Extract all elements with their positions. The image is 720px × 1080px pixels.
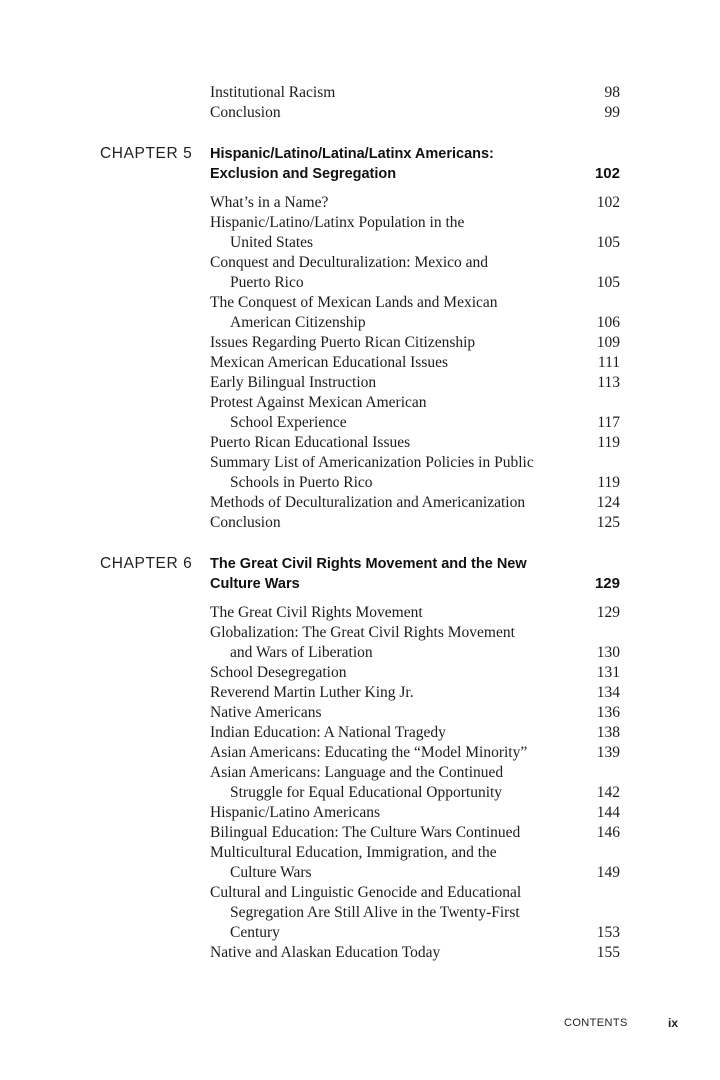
entry-title-line: and Wars of Liberation — [230, 644, 373, 661]
toc-entry — [210, 433, 620, 453]
toc-entry — [210, 353, 620, 373]
toc-entry — [210, 493, 620, 513]
entry-title-line: Asian Americans: Language and the Continued — [210, 764, 504, 781]
toc-entry — [210, 883, 620, 943]
toc-entry — [210, 393, 620, 433]
entry-title-line: Cultural and Linguistic Genocide and Educational — [210, 884, 522, 901]
toc-entry — [210, 623, 620, 663]
entry-title-line: Indian Education: A National Tragedy — [210, 724, 446, 741]
entry-title-line: Bilingual Education: The Culture Wars Continued — [210, 824, 521, 841]
toc-entry — [210, 83, 620, 103]
entry-title-line: Hispanic/Latino/Latinx Population in the — [210, 214, 465, 231]
chapter-title-line: Hispanic/Latino/Latina/Latinx Americans: — [210, 146, 494, 162]
chapter-title-line: The Great Civil Rights Movement and the New — [210, 556, 527, 572]
entry-page-number: 130 — [596, 644, 620, 661]
entry-title-line: Conclusion — [210, 514, 281, 531]
entry-page-number: 105 — [596, 274, 620, 291]
entry-title-line: Methods of Deculturalization and Americanization — [210, 494, 526, 511]
entry-title-line: Native and Alaskan Education Today — [210, 944, 441, 961]
entry-page-number: 146 — [596, 824, 620, 841]
entry-page-number: 119 — [597, 474, 620, 491]
entry-page-number: 111 — [597, 354, 620, 371]
entry-title-line: United States — [230, 234, 314, 251]
entry-title-line: Hispanic/Latino Americans — [210, 804, 381, 821]
entry-title-line: Institutional Racism — [210, 84, 336, 101]
entry-page-number: 136 — [596, 704, 620, 721]
toc-entry — [210, 723, 620, 743]
entry-page-number: 142 — [596, 784, 620, 801]
entry-page-number: 99 — [604, 104, 620, 121]
toc-entry — [210, 943, 620, 963]
toc-entry — [210, 103, 620, 123]
entry-title-line: School Desegregation — [210, 664, 347, 681]
entry-title-line: Conquest and Deculturalization: Mexico and — [210, 254, 489, 271]
page-folio: ix — [668, 1016, 679, 1030]
toc-entry — [210, 803, 620, 823]
toc-entry — [210, 743, 620, 763]
chapter-page-number: 102 — [594, 165, 620, 182]
entry-page-number: 144 — [596, 804, 620, 821]
entry-page-number: 139 — [596, 744, 620, 761]
toc-entry — [210, 193, 620, 213]
entry-title-line: Struggle for Equal Educational Opportunity — [230, 784, 503, 801]
entry-page-number: 117 — [597, 414, 620, 431]
chapter-title-line: Culture Wars — [210, 576, 300, 592]
entry-page-number: 149 — [596, 864, 620, 881]
entry-title-line: The Great Civil Rights Movement — [210, 604, 423, 621]
toc-entry — [210, 823, 620, 843]
toc-entry — [210, 663, 620, 683]
toc-entry — [210, 513, 620, 533]
entry-page-number: 124 — [596, 494, 620, 511]
chapter-5-title — [210, 144, 620, 184]
entry-title-line: Mexican American Educational Issues — [210, 354, 449, 371]
entry-page-number: 105 — [596, 234, 620, 251]
toc-entry — [210, 333, 620, 353]
entry-title-line: Globalization: The Great Civil Rights Movement — [210, 624, 515, 641]
entry-title-line: Protest Against Mexican American — [210, 394, 427, 411]
toc-entry — [210, 373, 620, 393]
entry-page-number: 134 — [596, 684, 620, 701]
entry-page-number: 131 — [596, 664, 620, 681]
toc-entry — [210, 213, 620, 253]
entry-page-number: 106 — [596, 314, 620, 331]
entry-page-number: 98 — [604, 84, 620, 101]
entry-title-line: Reverend Martin Luther King Jr. — [210, 684, 414, 701]
entry-title-line: Summary List of Americanization Policies in Public — [210, 454, 534, 471]
entry-title-line: Asian Americans: Educating the “Model Minority” — [210, 744, 528, 761]
entry-title-line: Puerto Rican Educational Issues — [210, 434, 411, 451]
entry-title-line: Schools in Puerto Rico — [230, 474, 373, 491]
entry-title-line: Native Americans — [210, 704, 322, 721]
entry-page-number: 153 — [596, 924, 620, 941]
continued-entry-list — [210, 83, 620, 123]
entry-page-number: 109 — [596, 334, 620, 351]
entry-title-line: The Conquest of Mexican Lands and Mexican — [210, 294, 498, 311]
entry-title-line: School Experience — [230, 414, 347, 431]
toc-entry — [210, 603, 620, 623]
chapter-page-number: 129 — [594, 575, 620, 592]
toc-entry — [210, 843, 620, 883]
chapter-6-label: CHAPTER 6 — [100, 555, 193, 572]
chapter-6-entry-list — [210, 603, 620, 963]
toc-entry — [210, 703, 620, 723]
entry-title-line: American Citizenship — [230, 314, 366, 331]
entry-page-number: 102 — [596, 194, 620, 211]
entry-page-number: 129 — [596, 604, 620, 621]
entry-title-line: Culture Wars — [230, 864, 312, 881]
toc-entry — [210, 763, 620, 803]
toc-entry — [210, 253, 620, 293]
entry-page-number: 138 — [596, 724, 620, 741]
entry-page-number: 113 — [597, 374, 620, 391]
chapter-5-entry-list — [210, 193, 620, 533]
entry-title-line: Century — [230, 924, 280, 941]
running-head: CONTENTS — [564, 1017, 628, 1029]
toc-entry — [210, 683, 620, 703]
toc-entry — [210, 293, 620, 333]
entry-page-number: 125 — [596, 514, 620, 531]
entry-page-number: 119 — [597, 434, 620, 451]
entry-title-line: Early Bilingual Instruction — [210, 374, 377, 391]
entry-title-line: Segregation Are Still Alive in the Twenty-First — [230, 904, 520, 921]
entry-title-line: Conclusion — [210, 104, 281, 121]
entry-title-line: Multicultural Education, Immigration, and the — [210, 844, 497, 861]
entry-title-line: Issues Regarding Puerto Rican Citizenship — [210, 334, 476, 351]
chapter-6-title — [210, 554, 620, 594]
chapter-5-label: CHAPTER 5 — [100, 145, 193, 162]
entry-page-number: 155 — [596, 944, 620, 961]
toc-entry — [210, 453, 620, 493]
entry-title-line: Puerto Rico — [230, 274, 304, 291]
chapter-title-line: Exclusion and Segregation — [210, 166, 397, 182]
entry-title-line: What’s in a Name? — [210, 194, 329, 211]
